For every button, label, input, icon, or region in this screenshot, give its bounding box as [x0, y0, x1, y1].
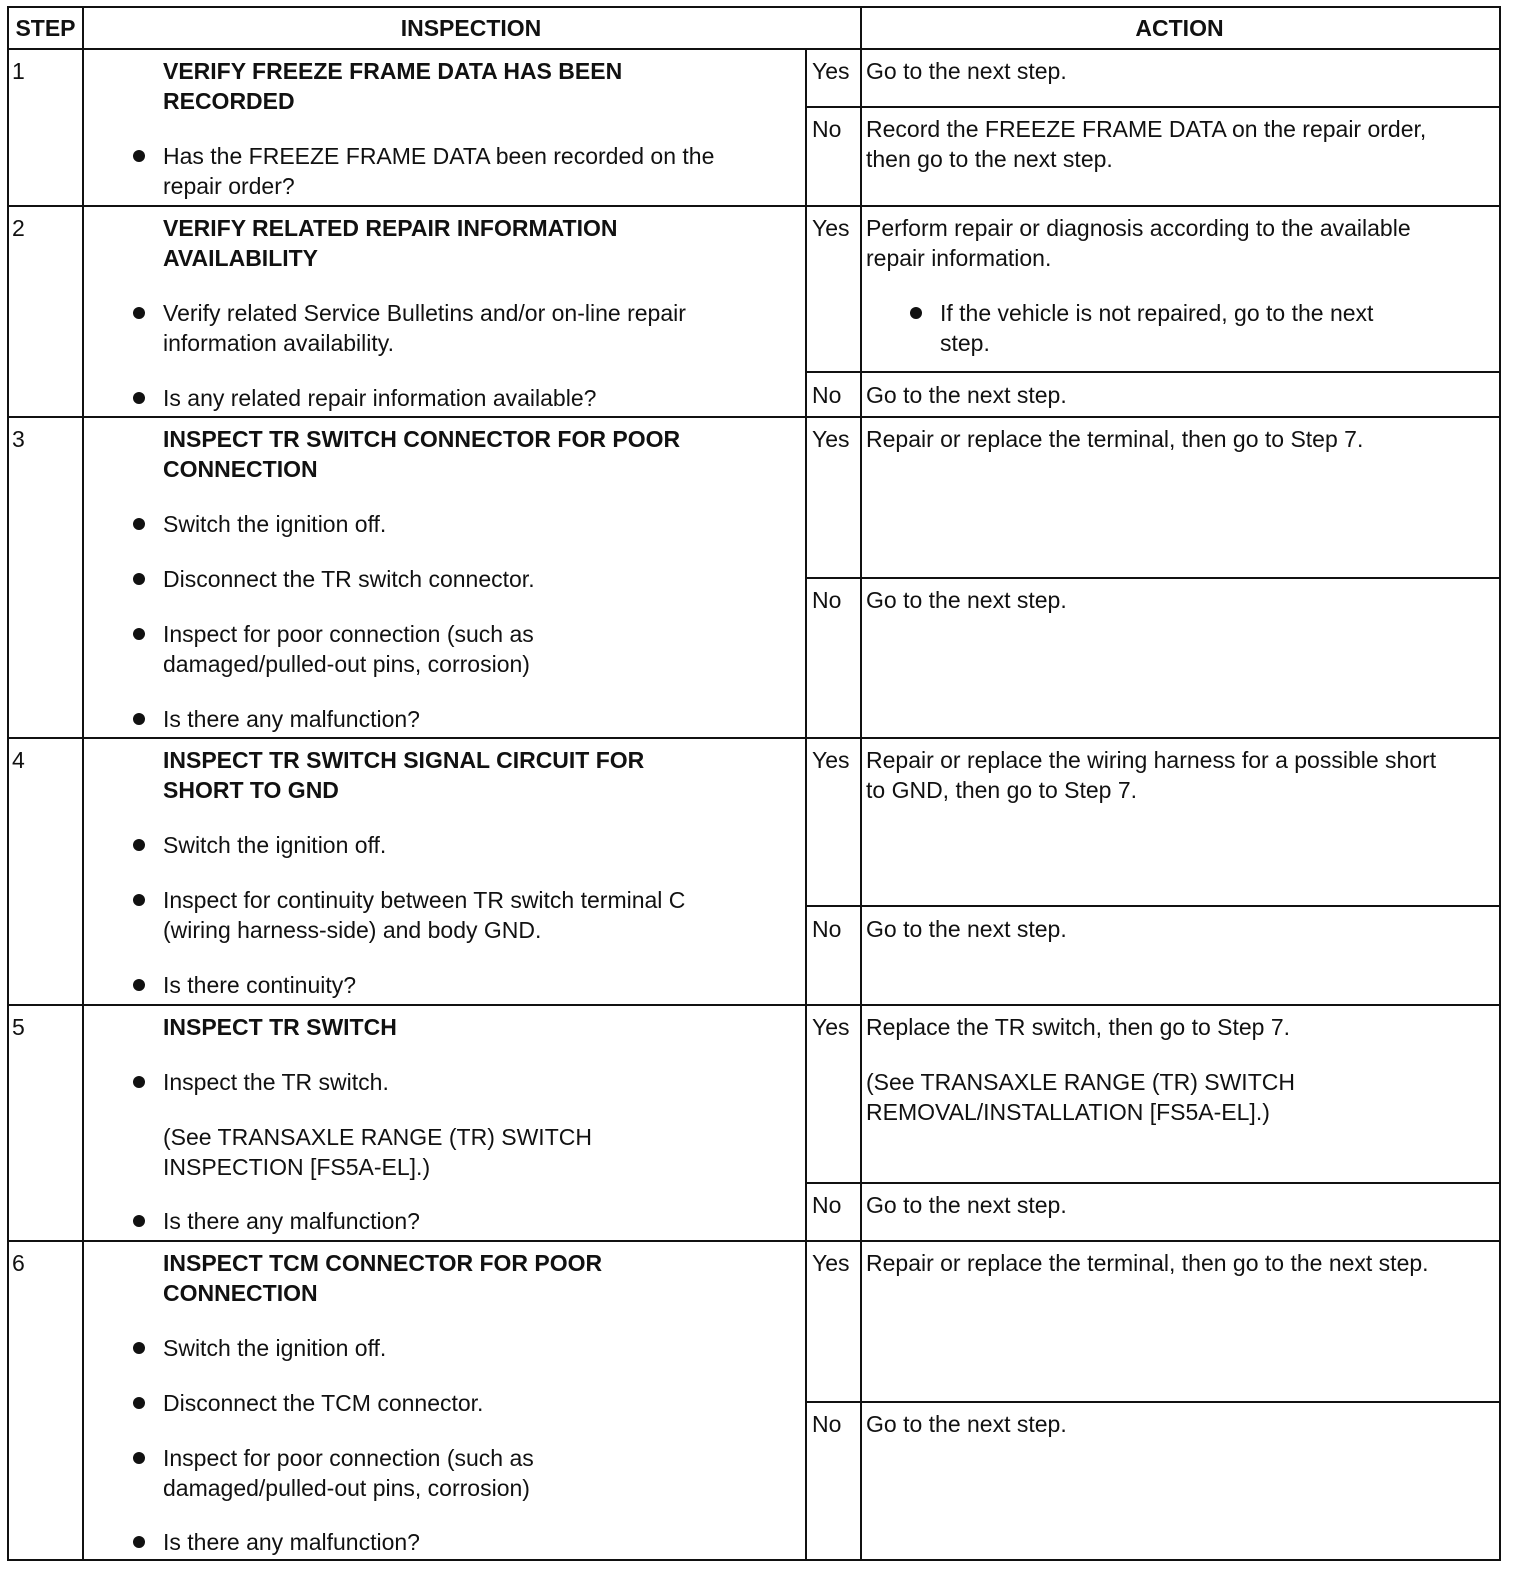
step-title: INSPECT TR SWITCH CONNECTOR FOR POOR CONNECTION: [163, 426, 681, 482]
bullet-icon: [133, 1076, 145, 1088]
no-label: No: [812, 382, 842, 408]
bullet-icon: [133, 307, 145, 319]
inspection-bullet: Switch the ignition off.: [163, 832, 387, 858]
yes-no-divider: [805, 106, 1499, 108]
inspection-bullet: Is there any malfunction?: [163, 706, 420, 732]
bullet-icon: [133, 518, 145, 530]
yes-action: Repair or replace the terminal, then go to the next step.: [866, 1250, 1429, 1276]
no-label: No: [812, 916, 842, 942]
no-action: Record the FREEZE FRAME DATA on the repair order, then go to the next step.: [866, 116, 1427, 172]
step-number: 1: [12, 58, 25, 84]
step-title: VERIFY FREEZE FRAME DATA HAS BEEN RECORDED: [163, 58, 623, 114]
yes-label: Yes: [812, 1014, 850, 1040]
step-number: 3: [12, 426, 25, 452]
step-title: INSPECT TCM CONNECTOR FOR POOR CONNECTION: [163, 1250, 603, 1306]
no-action: Go to the next step.: [866, 1411, 1067, 1437]
bullet-icon: [133, 979, 145, 991]
row-divider: [9, 1240, 1499, 1242]
bullet-icon: [133, 1342, 145, 1354]
yes-label: Yes: [812, 426, 850, 452]
row-divider: [9, 205, 1499, 207]
bullet-icon: [133, 713, 145, 725]
yes-label: Yes: [812, 1250, 850, 1276]
bullet-icon: [133, 628, 145, 640]
bullet-icon: [133, 1215, 145, 1227]
row-divider: [9, 737, 1499, 739]
no-label: No: [812, 116, 842, 142]
row-divider: [9, 1004, 1499, 1006]
yes-action: Replace the TR switch, then go to Step 7.: [866, 1014, 1291, 1040]
bullet-icon: [133, 1452, 145, 1464]
yes-no-divider: [805, 577, 1499, 579]
column-divider: [805, 49, 807, 1559]
bullet-icon: [133, 839, 145, 851]
inspection-bullet: Inspect the TR switch.: [163, 1069, 389, 1095]
yes-no-divider: [805, 905, 1499, 907]
bullet-icon: [133, 1536, 145, 1548]
yes-note: (See TRANSAXLE RANGE (TR) SWITCH REMOVAL/INSTALLATION [FS5A-EL].): [866, 1069, 1295, 1125]
header-step: STEP: [15, 15, 76, 41]
inspection-bullet: Switch the ignition off.: [163, 511, 387, 537]
bullet-icon: [133, 573, 145, 585]
yes-action: Repair or replace the terminal, then go to Step 7.: [866, 426, 1364, 452]
yes-no-divider: [805, 1401, 1499, 1403]
step-number: 4: [12, 747, 25, 773]
no-action: Go to the next step.: [866, 1192, 1067, 1218]
yes-label: Yes: [812, 215, 850, 241]
inspection-bullet: Inspect for continuity between TR switch terminal C (wiring harness-side) and body GND.: [163, 887, 686, 943]
inspection-bullet: Inspect for poor connection (such as damaged/pulled-out pins, corrosion): [163, 621, 534, 677]
yes-label: Yes: [812, 747, 850, 773]
header-inspection: INSPECTION: [400, 15, 542, 41]
inspection-bullet: Is there any malfunction?: [163, 1529, 420, 1555]
inspection-bullet: Switch the ignition off.: [163, 1335, 387, 1361]
no-action: Go to the next step.: [866, 587, 1067, 613]
no-label: No: [812, 1192, 842, 1218]
no-label: No: [812, 587, 842, 613]
step-title: INSPECT TR SWITCH SIGNAL CIRCUIT FOR SHORT TO GND: [163, 747, 645, 803]
bullet-icon: [133, 894, 145, 906]
no-action: Go to the next step.: [866, 916, 1067, 942]
inspection-bullet: Is there any malfunction?: [163, 1208, 420, 1234]
yes-action: Perform repair or diagnosis according to the available repair information.: [866, 215, 1411, 271]
step-number: 5: [12, 1014, 25, 1040]
inspection-bullet: Disconnect the TR switch connector.: [163, 566, 535, 592]
row-divider: [9, 416, 1499, 418]
step-title: VERIFY RELATED REPAIR INFORMATION AVAILABILITY: [163, 215, 618, 271]
yes-no-divider: [805, 1182, 1499, 1184]
inspection-bullet: Verify related Service Bulletins and/or on-line repair information availability.: [163, 300, 686, 356]
step-number: 2: [12, 215, 25, 241]
no-label: No: [812, 1411, 842, 1437]
bullet-icon: [133, 1397, 145, 1409]
yes-sub-bullet: If the vehicle is not repaired, go to the next step.: [940, 300, 1374, 356]
yes-no-divider: [805, 371, 1499, 373]
yes-label: Yes: [812, 58, 850, 84]
row-divider: [9, 48, 1499, 50]
diagnostic-table: [7, 6, 1501, 1561]
bullet-icon: [133, 392, 145, 404]
yes-action: Repair or replace the wiring harness for a possible short to GND, then go to Step 7.: [866, 747, 1437, 803]
bullet-icon: [910, 307, 922, 319]
yes-action: Go to the next step.: [866, 58, 1067, 84]
inspection-bullet: Disconnect the TCM connector.: [163, 1390, 484, 1416]
inspection-bullet: Is there continuity?: [163, 972, 357, 998]
step-number: 6: [12, 1250, 25, 1276]
column-divider: [860, 8, 862, 1559]
inspection-note: (See TRANSAXLE RANGE (TR) SWITCH INSPECTION [FS5A-EL].): [163, 1124, 592, 1180]
inspection-bullet: Is any related repair information available?: [163, 385, 597, 411]
no-action: Go to the next step.: [866, 382, 1067, 408]
inspection-bullet: Has the FREEZE FRAME DATA been recorded on the repair order?: [163, 143, 715, 199]
step-title: INSPECT TR SWITCH: [163, 1014, 397, 1040]
inspection-bullet: Inspect for poor connection (such as damaged/pulled-out pins, corrosion): [163, 1445, 534, 1501]
bullet-icon: [133, 150, 145, 162]
column-divider: [82, 8, 84, 1559]
header-action: ACTION: [1135, 15, 1224, 41]
